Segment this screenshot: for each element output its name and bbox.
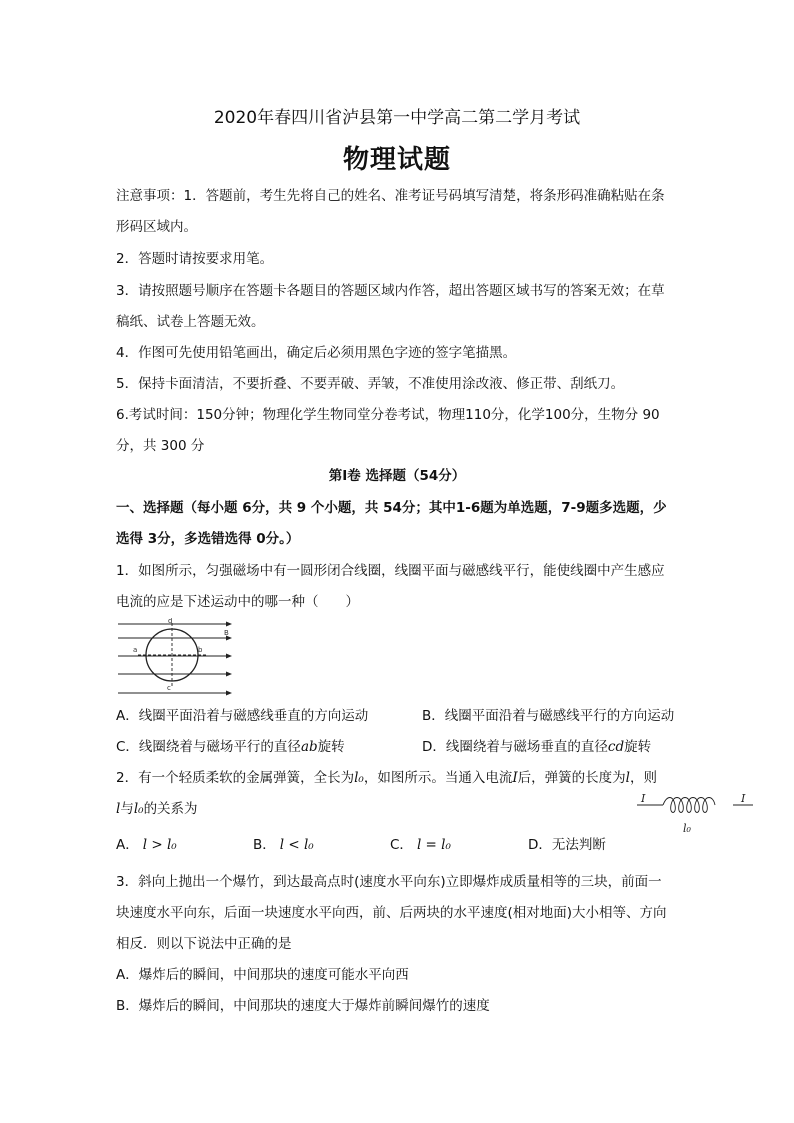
q2-stem-text: 2．有一个轻质柔软的金属弹簧，全长为 xyxy=(116,770,355,786)
q2-option-b-label: B． xyxy=(253,837,276,853)
q1-option-d-var: cd xyxy=(607,739,625,755)
q2-stem-line-2 xyxy=(116,800,198,818)
q3-stem-line-1: 3．斜向上抛出一个爆竹，到达最高点时(速度水平向东)立即爆炸成质量相等的三块，前面一 xyxy=(116,874,662,890)
label-B: B xyxy=(224,629,229,637)
q1-option-c xyxy=(116,738,345,756)
q2-option-c-expr: l = l₀ xyxy=(416,837,451,853)
label-current-right: I xyxy=(741,792,746,805)
q2-option-a xyxy=(116,836,177,854)
notice-line-6b: 分，共 300 分 xyxy=(116,438,205,454)
q3-stem-line-3: 相反．则以下说法中正确的是 xyxy=(116,936,292,952)
q2-option-c-label: C． xyxy=(390,837,413,853)
arrow-head xyxy=(226,622,232,627)
q2-option-a-label: A． xyxy=(116,837,139,853)
q2-var-l: l xyxy=(625,770,630,786)
q1-option-b: B．线圈平面沿着与磁感线平行的方向运动 xyxy=(422,708,675,724)
notice-line-1: 注意事项：1．答题前，考生先将自己的姓名、准考证号码填写清楚，将条形码准确粘贴在条 xyxy=(116,188,665,204)
q2-option-d: D．无法判断 xyxy=(528,837,606,853)
q2-var-l: l xyxy=(116,801,121,817)
q1-option-c-text: C．线圈绕着与磁场平行的直径 xyxy=(116,739,301,755)
q3-stem-line-2: 块速度水平向东，后面一块速度水平向西，前、后两块的水平速度(相对地面)大小相等、方向 xyxy=(116,905,667,921)
q1-stem-line-1: 1．如图所示，匀强磁场中有一圆形闭合线圈，线圈平面与磁感线平行，能使线圈中产生感应 xyxy=(116,563,665,579)
q1-option-d-text: D．线圈绕着与磁场垂直的直径 xyxy=(422,739,608,755)
exam-title: 2020年春四川省泸县第一中学高二第二学月考试 xyxy=(213,108,581,128)
q2-option-b-expr: l < l₀ xyxy=(279,837,314,853)
q1-option-d-suffix: 旋转 xyxy=(624,739,652,755)
notice-line-5: 5．保持卡面清洁，不要折叠、不要弄破、弄皱，不准使用涂改液、修正带、刮纸刀。 xyxy=(116,376,625,392)
label-l0: l₀ xyxy=(683,822,691,835)
label-b: b xyxy=(198,646,203,654)
spring-coil xyxy=(663,798,715,813)
label-c: c xyxy=(167,684,171,692)
section-title: 第Ⅰ卷 选择题（54分） xyxy=(328,468,466,484)
q2-stem-line-1 xyxy=(116,769,657,787)
q1-option-c-var: ab xyxy=(300,739,318,755)
q3-option-a: A．爆炸后的瞬间，中间那块的速度可能水平向西 xyxy=(116,967,409,983)
notice-line-3: 3．请按照题号顺序在答题卡各题目的答题区域内作答，超出答题区域书写的答案无效；在草 xyxy=(116,283,665,299)
notice-line-6: 6.考试时间：150分钟；物理化学生物同堂分卷考试，物理110分，化学100分，生物分 90 xyxy=(116,407,660,423)
q2-option-c xyxy=(390,836,451,854)
label-d: d xyxy=(168,618,173,625)
part1-heading-line-2: 选得 3分，多选错选得 0分。） xyxy=(116,531,300,547)
notice-line-2: 2．答题时请按要求用笔。 xyxy=(116,251,274,267)
q2-var-l0: l₀ xyxy=(133,801,144,817)
q2-stem-text: 的关系为 xyxy=(143,801,198,817)
q1-option-c-suffix: 旋转 xyxy=(317,739,345,755)
q1-option-a: A．线圈平面沿着与磁感线垂直的方向运动 xyxy=(116,708,369,724)
label-current-left: I xyxy=(641,792,646,805)
q3-option-b: B．爆炸后的瞬间，中间那块的速度大于爆炸前瞬间爆竹的速度 xyxy=(116,998,490,1014)
subject-title: 物理试题 xyxy=(342,145,451,175)
notice-line-3b: 稿纸、试卷上答题无效。 xyxy=(116,314,265,330)
arrow-head xyxy=(226,654,232,659)
notice-line-4: 4．作图可先使用铅笔画出，确定后必须用黑色字迹的签字笔描黑。 xyxy=(116,345,517,361)
q2-option-b xyxy=(253,836,314,854)
label-a: a xyxy=(133,646,138,654)
q1-stem-line-2: 电流的应是下述运动中的哪一种（ ） xyxy=(116,594,359,610)
q2-stem-text: 后，弹簧的长度为 xyxy=(517,770,626,786)
q2-stem-text: ，则 xyxy=(630,770,657,786)
q2-option-a-expr: l > l₀ xyxy=(142,837,177,853)
notice-line-1b: 形码区域内。 xyxy=(116,219,197,235)
q2-stem-text: 与 xyxy=(120,801,134,817)
part1-heading-line-1: 一、选择题（每小题 6分，共 9 个小题，共 54分；其中1-6题为单选题，7-9题多选题，少 xyxy=(116,500,667,516)
q2-var-I: I xyxy=(512,770,518,786)
q1-magnetic-field-figure xyxy=(116,618,236,698)
arrow-head xyxy=(226,691,232,696)
q1-option-d xyxy=(422,738,651,756)
q2-spring-figure xyxy=(635,787,755,839)
arrow-head xyxy=(226,672,232,677)
q2-stem-text: ，如图所示。当通入电流 xyxy=(363,770,513,786)
q2-var-l0: l₀ xyxy=(354,770,364,786)
